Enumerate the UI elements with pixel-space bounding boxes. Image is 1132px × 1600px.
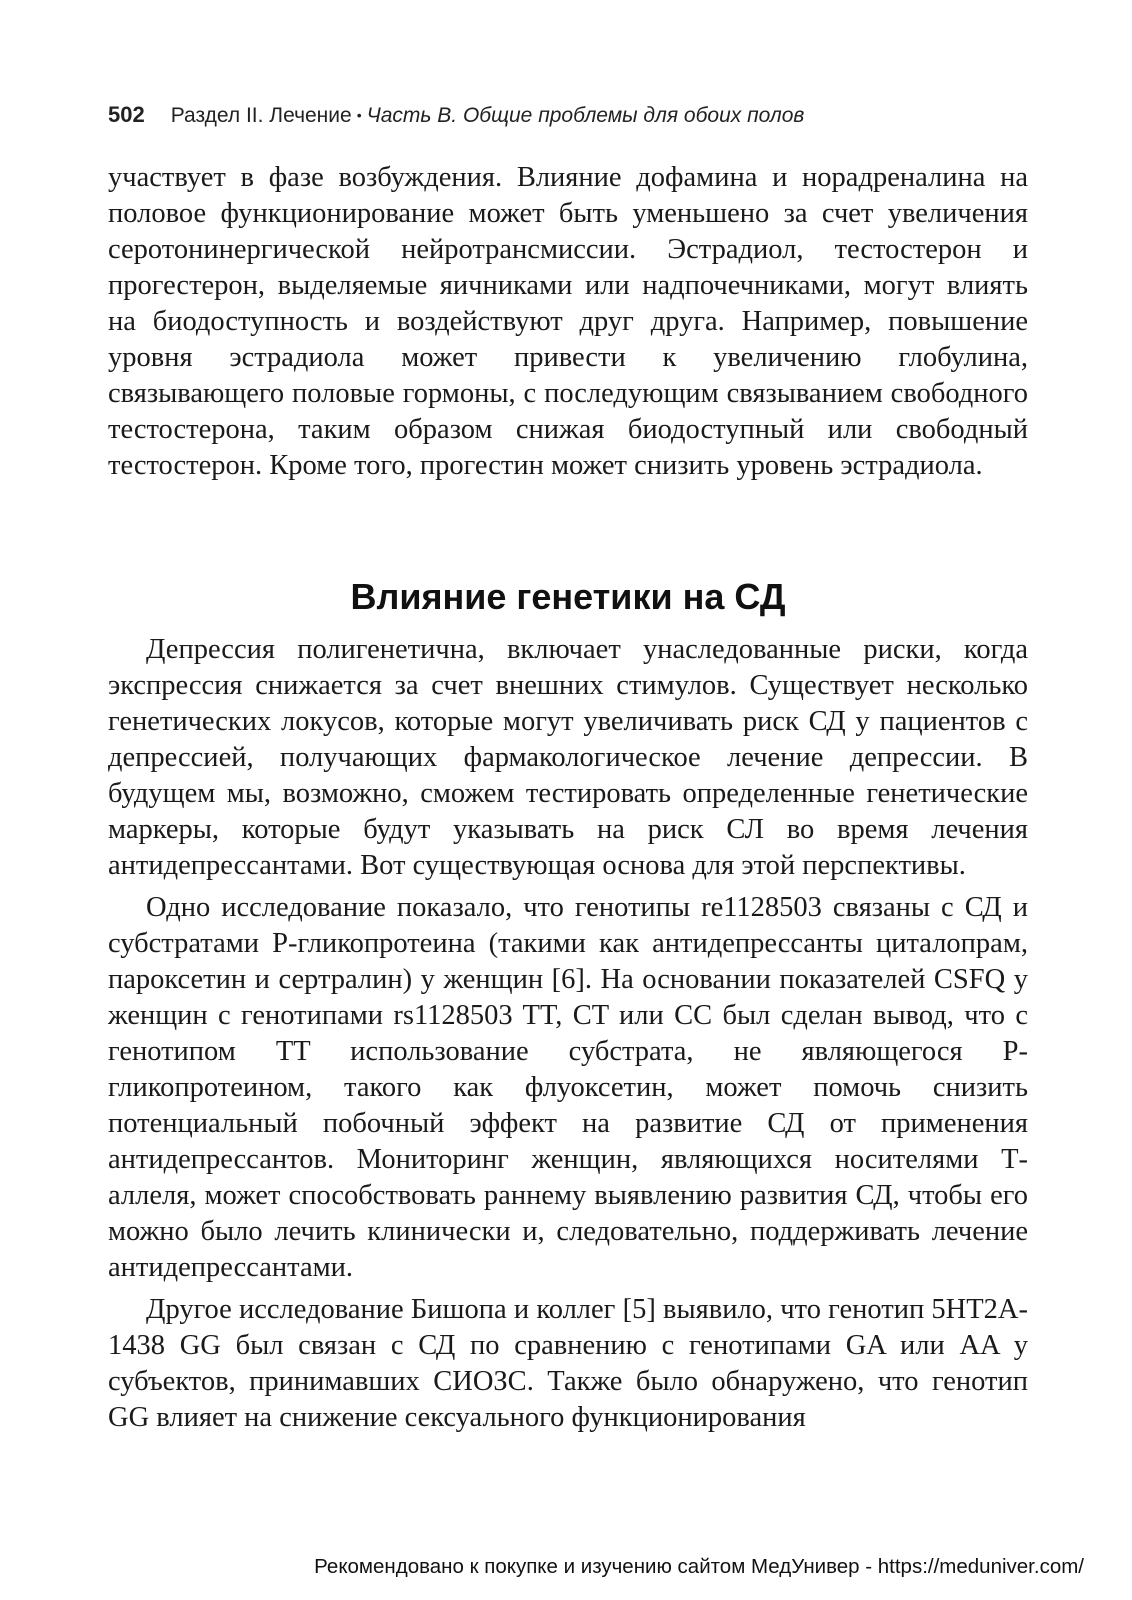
paragraph-depression: Депрессия полигенетична, включает унаследованные риски, когда экспрессия снижается за счет внешних стимулов. Существует несколько генетических локусов, которые могут увеличивать риск СД у пациентов с депрессией, получающих фармакологическое лечение депрессии. В будущем мы, возможно, сможем тестировать определенные генетические маркеры, которые будут указывать на риск СЛ во время лечения антидепрессантами. Вот существующая основа для этой перспективы. [108, 634, 1028, 881]
intro-text-block [108, 160, 1028, 490]
paragraph-bishop-study: Другое исследование Бишопа и коллег [5] выявило, что генотип 5HT2A-1438 GG был связан с СД по сравнению с генотипами GA или AA у субъектов, принимавших СИОЗС. Также было обнаружено, что генотип GG влияет на снижение сексуального функционирования [108, 1294, 1028, 1433]
bullet-separator-icon: • [356, 107, 362, 123]
part-title: Часть В. Общие проблемы для обоих полов [366, 104, 805, 127]
genetics-text-block [108, 632, 1028, 1442]
running-header [108, 100, 1028, 132]
footer-credit: Рекомендовано к покупке и изучению сайтом МедУнивер - https://meduniver.com/ [314, 1555, 1084, 1578]
section-title: Раздел II. Лечение [170, 104, 352, 127]
paragraph-genotype-study: Одно исследование показало, что генотипы re1128503 связаны с СД и субстратами Р-гликопротеина (такими как антидепрессанты циталопрам, пароксетин и сертралин) у женщин [6]. На основании показателей CSFQ у женщин с генотипами rs1128503 TT, CT или CC был сделан вывод, что с генотипом TT использование субстрата, не являющегося Р-гликопротеином, такого как флуоксетин, может помочь снизить потенциальный побочный эффект на развитие СД от применения антидепрессантов. Мониторинг женщин, являющихся носителями Т-аллеля, может способствовать раннему выявлению развития СД, чтобы его можно было лечить клинически и, следовательно, поддерживать лечение антидепрессантами. [108, 892, 1028, 1283]
intro-paragraph: участвует в фазе возбуждения. Влияние дофамина и норадреналина на половое функционирование может быть уменьшено за счет увеличения серотонинергической нейротрансмиссии. Эстрадиол, тестостерон и прогестерон, выделяемые яичниками или надпочечниками, могут влиять на биодоступность и воздействуют друг друга. Например, повышение уровня эстрадиола может привести к увеличению глобулина, связывающего половые гормоны, с последующим связыванием свободного тестостерона, таким образом снижая биодоступный или свободный тестостерон. Кроме того, прогестин может снизить уровень эстрадиола. [108, 162, 1028, 481]
page-number: 502 [108, 102, 145, 127]
section-heading: Влияние генетики на СД [350, 576, 786, 617]
